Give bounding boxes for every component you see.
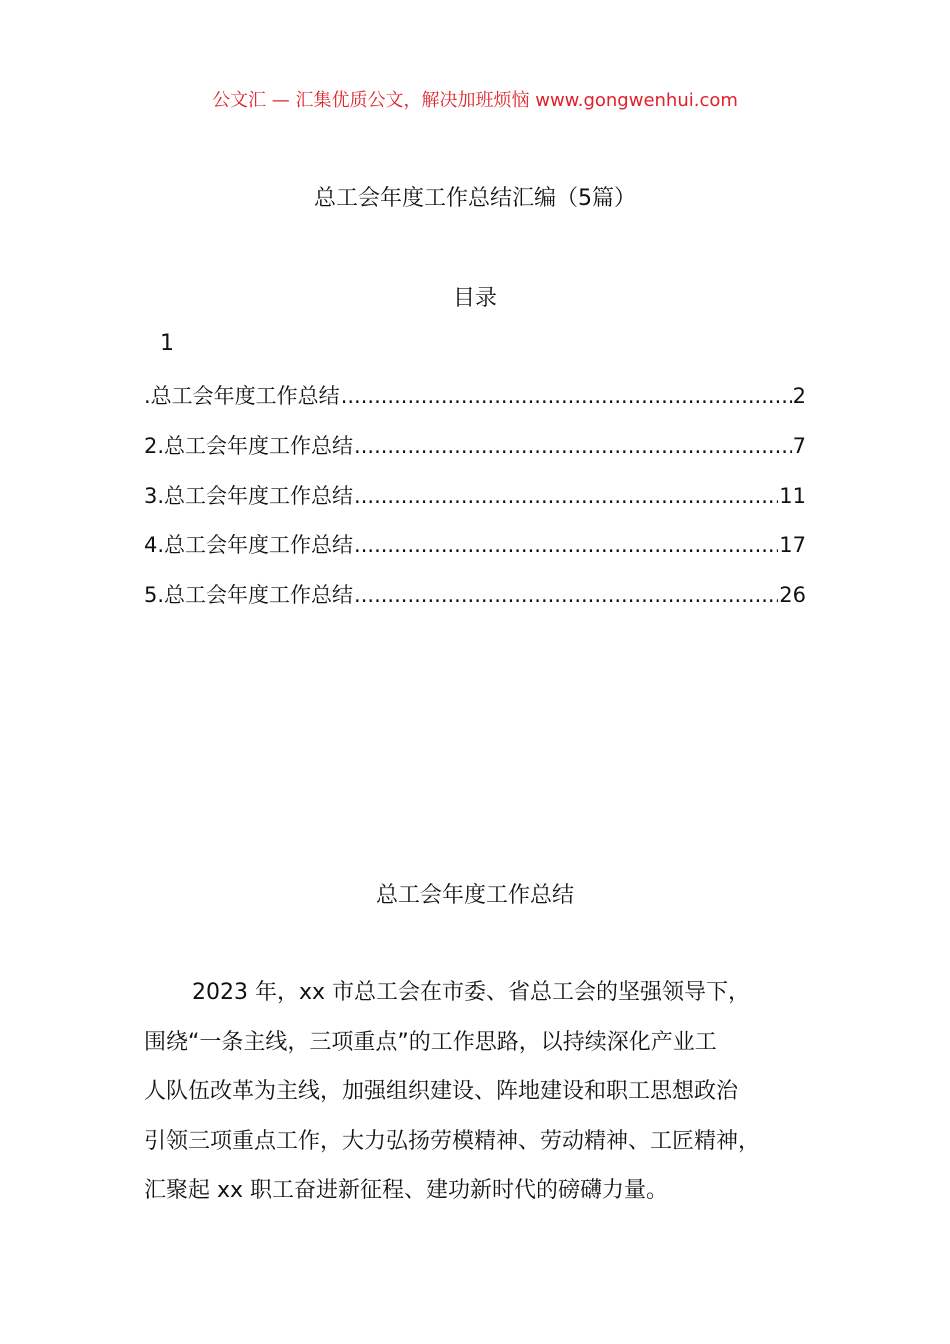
paragraph-line: 人队伍改革为主线，加强组织建设、阵地建设和职工思想政治 <box>144 1079 739 1105</box>
toc-entry-label: 5.总工会年度工作总结 <box>144 583 354 607</box>
document-title: 总工会年度工作总结汇编（5篇） <box>314 186 636 211</box>
toc-entry-page: 2 <box>792 384 806 408</box>
toc-entry-label: 2.总工会年度工作总结 <box>144 434 354 458</box>
section-title: 总工会年度工作总结 <box>375 883 574 908</box>
toc-leader <box>354 583 778 607</box>
paragraph-line: 围绕“一条主线，三项重点”的工作思路，以持续深化产业工 <box>144 1029 717 1055</box>
toc-first-number: 1 <box>160 331 174 356</box>
toc-leader <box>341 384 792 408</box>
toc-entry[interactable] <box>144 529 806 559</box>
toc-entry-page: 26 <box>779 583 806 607</box>
toc-leader <box>354 434 792 458</box>
toc-entry-page: 11 <box>779 484 806 508</box>
site-banner: 公文汇 — 汇集优质公文，解决加班烦恼 www.gongwenhui.com <box>212 90 738 111</box>
toc-entry[interactable] <box>144 579 806 609</box>
toc-entry-label: 4.总工会年度工作总结 <box>144 533 354 557</box>
toc-entry-page: 17 <box>779 533 806 557</box>
toc-leader <box>354 484 778 508</box>
body-paragraph <box>144 978 834 1226</box>
paragraph-line: 引领三项重点工作，大力弘扬劳模精神、劳动精神、工匠精神， <box>144 1128 761 1154</box>
toc-entry[interactable] <box>144 430 806 460</box>
toc-entry-label: 3.总工会年度工作总结 <box>144 484 354 508</box>
toc-entry-label: .总工会年度工作总结 <box>144 384 340 408</box>
toc-entry[interactable] <box>144 380 806 410</box>
paragraph-line: 汇聚起 xx 职工奋进新征程、建功新时代的磅礴力量。 <box>144 1178 669 1204</box>
toc-entry[interactable] <box>144 480 806 510</box>
paragraph-line: 2023 年，xx 市总工会在市委、省总工会的坚强领导下， <box>192 980 751 1005</box>
toc-leader <box>354 533 778 557</box>
toc-heading: 目录 <box>452 286 497 311</box>
toc-entry-page: 7 <box>792 434 806 458</box>
